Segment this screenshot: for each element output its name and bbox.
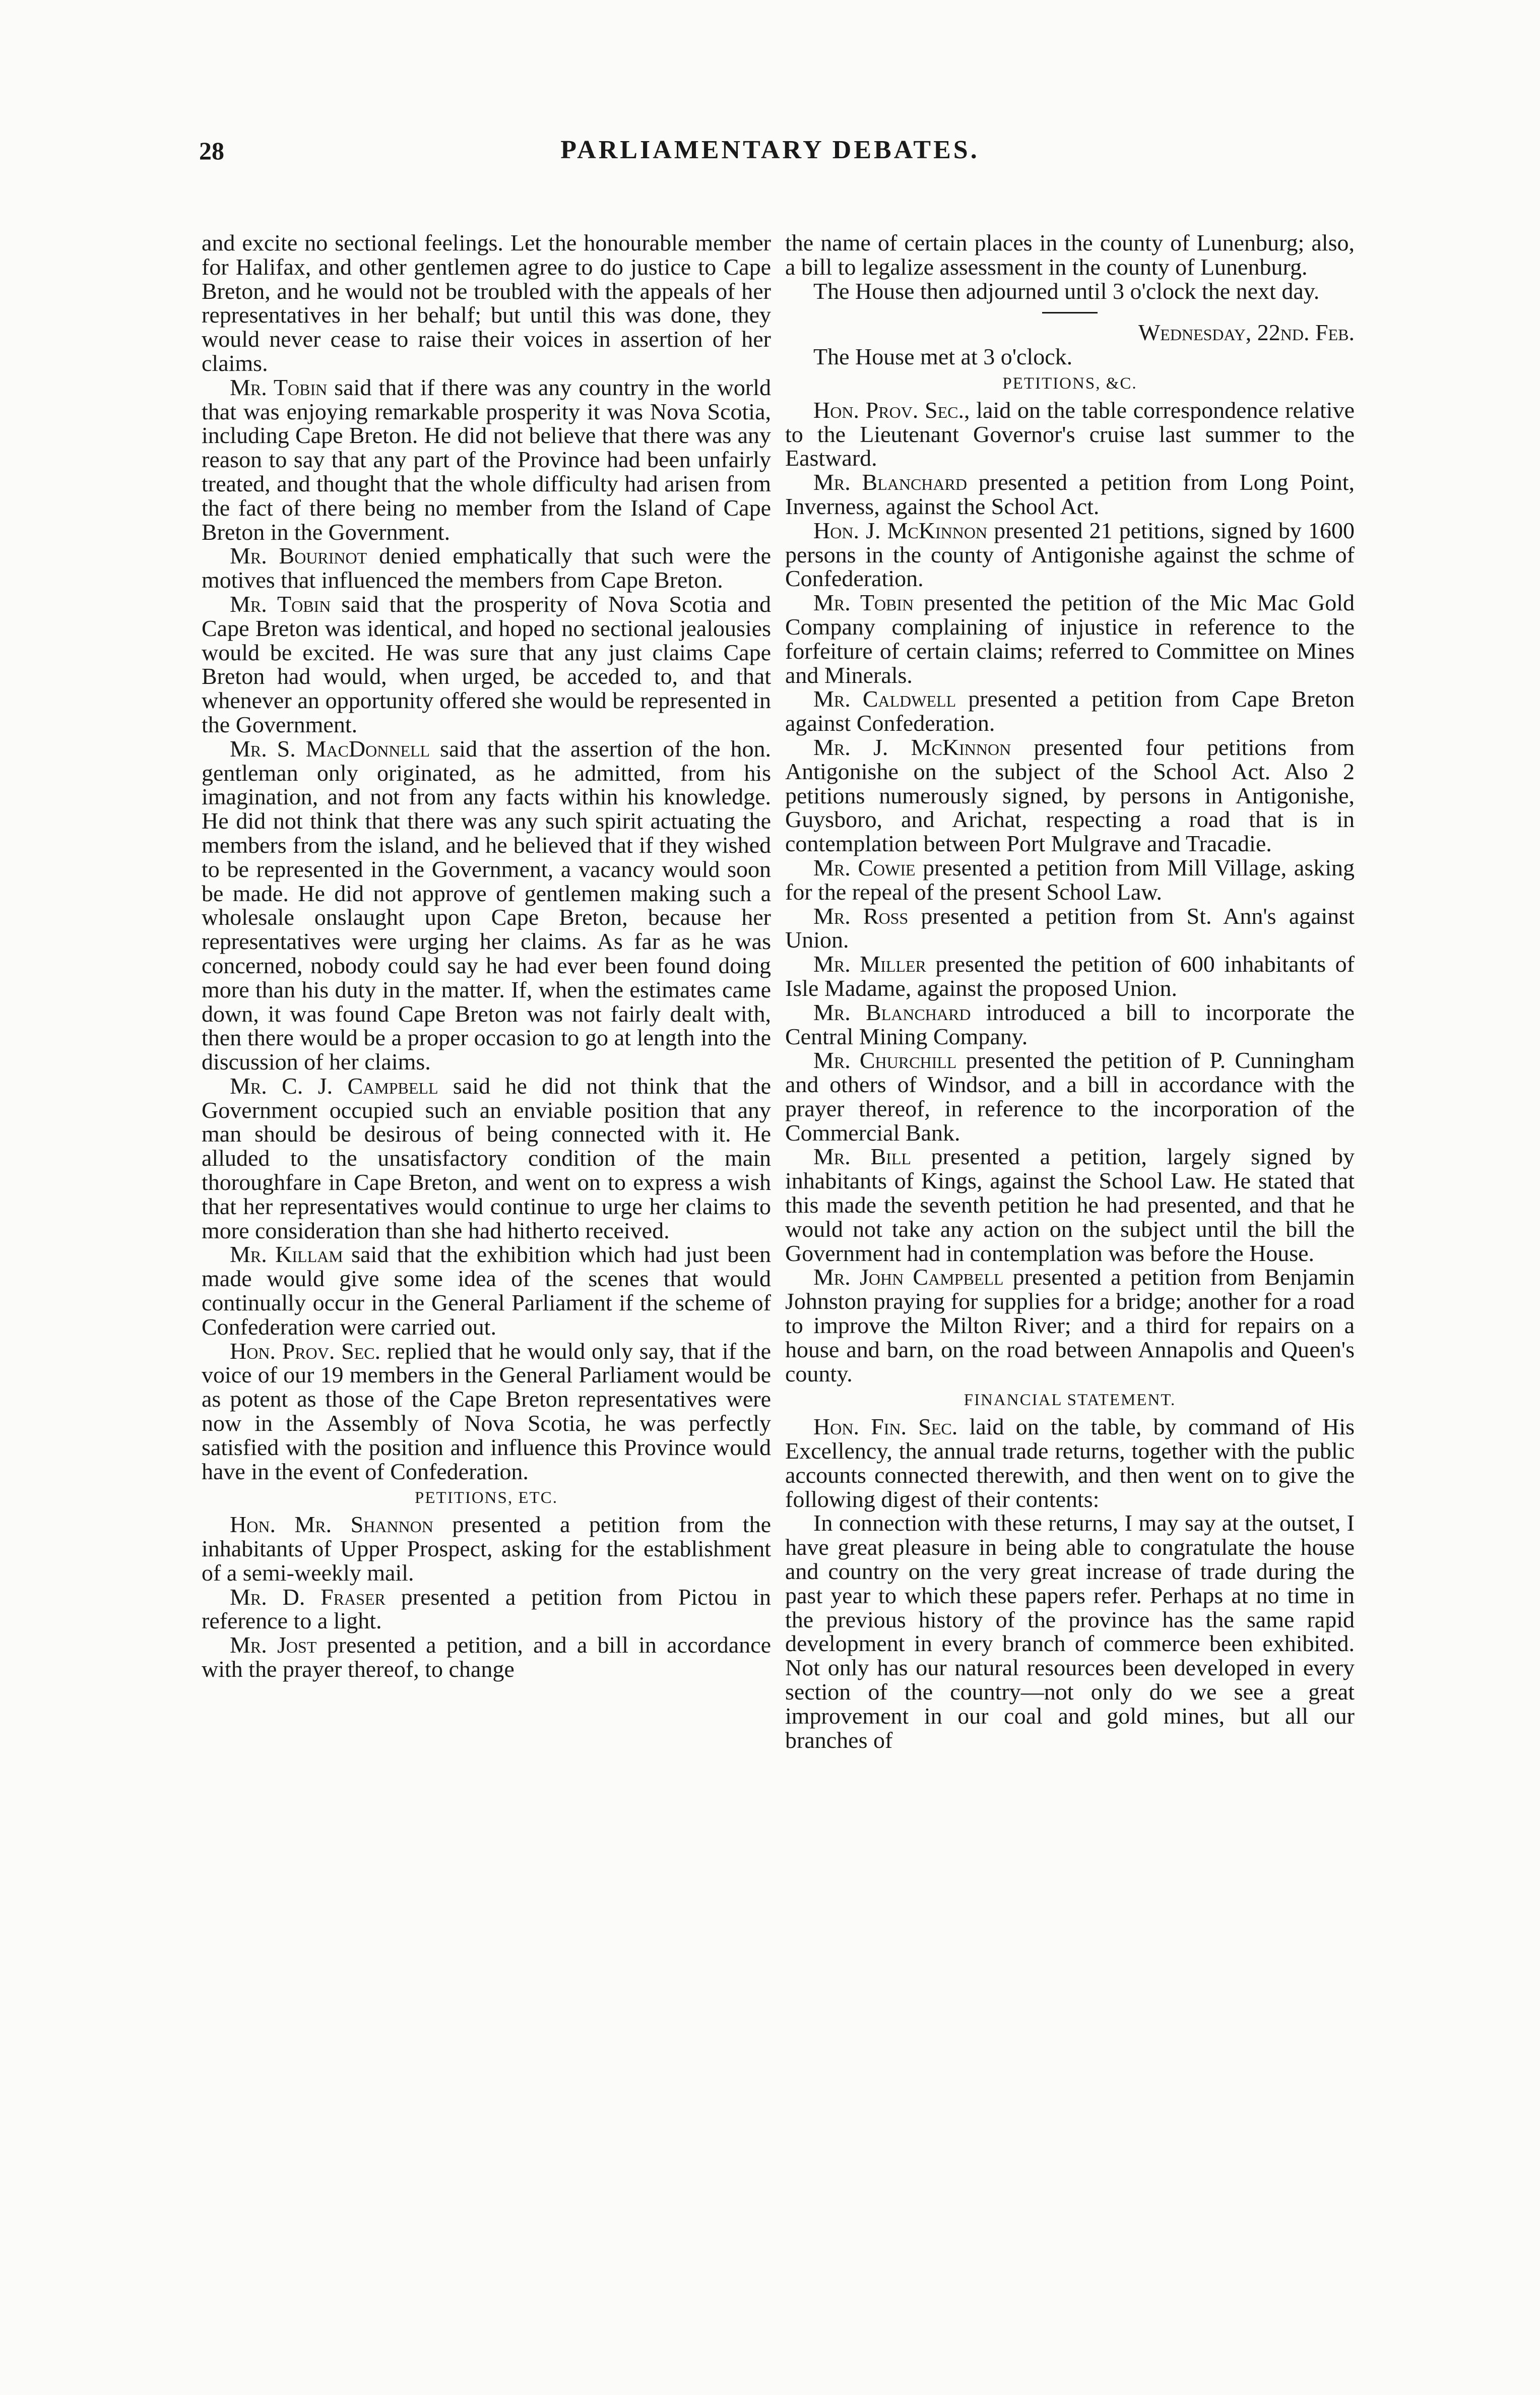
paragraph-text: presented a petition from Pictou in reference to a light. xyxy=(202,1584,771,1634)
paragraph xyxy=(202,592,771,737)
paragraph xyxy=(785,470,1355,519)
paragraph xyxy=(785,591,1355,687)
paragraph xyxy=(202,737,771,1074)
paragraph xyxy=(785,735,1355,856)
paragraph-text: presented 21 petitions, signed by 1600 persons in the county of Antigonishe against the schme of Confederation. xyxy=(785,517,1355,592)
section-heading: PETITIONS, &C. xyxy=(1002,374,1137,393)
speaker: Hon. Prov. Sec. xyxy=(230,1338,381,1364)
paragraph-text: presented a petition, and a bill in accordance with the prayer thereof, to change xyxy=(202,1632,771,1682)
paragraph xyxy=(202,1339,771,1484)
paragraph-text: and excite no sectional feelings. Let the honourable member for Halifax, and other gentlemen agree to do justice to Cape Breton, and he would not be troubled with the appeals of her representatives in her behalf; but until this was done, they would never cease to raise their voices in assertion of her claims. xyxy=(202,230,771,376)
paragraph xyxy=(785,398,1355,470)
speaker: Hon. Prov. Sec. xyxy=(813,397,965,423)
paragraph-text: presented four petitions from Antigonishe on the subject of the School Act. Also 2 petitions numerously signed, by persons in Antigonishe, Guysboro, and Arichat, respecting a road that is in contemplation between Port Mulgrave and Tracadie. xyxy=(785,734,1355,857)
paragraph xyxy=(202,231,771,375)
paragraph xyxy=(785,519,1355,591)
speaker: Mr. Cowie xyxy=(813,854,916,880)
paragraph-text: laid on the table, by command of His Excellency, the annual trade returns, together with the public accounts connected therewith, and then went on to give the following digest of their contents: xyxy=(785,1414,1355,1512)
paragraph xyxy=(202,1074,771,1243)
speaker: Mr. Blanchard xyxy=(813,469,967,495)
speaker: Mr. Blanchard xyxy=(813,999,971,1025)
left-column xyxy=(202,231,771,1681)
speaker: Mr. D. Fraser xyxy=(230,1584,386,1610)
paragraph-text: presented a petition, largely signed by inhabitants of Kings, against the School Law. He stated that this made the seventh petition he had presented, and that he would not take any action on the subject until the bill the Government had in contemplation was before the House. xyxy=(785,1144,1355,1266)
paragraph-text: the name of certain places in the county of Lunenburg; also, a bill to legalize assessment in the county of Lunenburg. xyxy=(785,230,1355,280)
speaker: Mr. Churchill xyxy=(813,1047,957,1074)
speaker: Mr. Tobin xyxy=(230,374,328,400)
paragraph-text: The House met at 3 o'clock. xyxy=(813,344,1073,370)
speaker: Mr. S. MacDonnell xyxy=(230,735,430,762)
speaker: Mr. Tobin xyxy=(813,590,914,616)
speaker: Mr. Jost xyxy=(230,1632,317,1658)
paragraph-text: said that if there was any country in the world that was enjoying remarkable prosperity it was Nova Scotia, including Cape Breton. He did not believe that there was any reason to say that any part of the Province had been unfairly treated, and thought that the whole difficulty had arisen from the fact of there being no member from the Island of Cape Breton in the Government. xyxy=(202,374,772,545)
paragraph xyxy=(785,687,1355,735)
paragraph-text: introduced a bill to incorporate the Central Mining Company. xyxy=(785,999,1355,1049)
speaker: Mr. C. J. Campbell xyxy=(230,1073,438,1099)
paragraph xyxy=(785,1048,1355,1145)
speaker: Mr. Tobin xyxy=(230,591,331,617)
paragraph-text: presented a petition from Benjamin Johnston praying for supplies for a bridge; another for a road to improve the Milton River; and a third for repairs on a house and barn, on the road between Annapolis and Queen's county. xyxy=(785,1264,1355,1386)
paragraph xyxy=(785,952,1355,1000)
speaker: Mr. Miller xyxy=(813,951,926,977)
paragraph-text: denied emphatically that such were the motives that influenced the members from Cape Breton. xyxy=(202,543,771,593)
paragraph xyxy=(785,1265,1355,1385)
speaker: Mr. Ross xyxy=(813,903,909,929)
paragraph xyxy=(785,279,1355,303)
paragraph xyxy=(785,1511,1355,1752)
paragraph-text: The House then adjourned until 3 o'clock the next day. xyxy=(813,278,1320,304)
paragraph xyxy=(785,1145,1355,1265)
paragraph-text: replied that he would only say, that if the voice of our 19 members in the General Parliament would be as potent as those of the Cape Breton representatives were now in the Assembly of Nova Scotia, he was perfectly satisfied with the position and influence this Province would have in the event of Confederation. xyxy=(202,1338,771,1484)
paragraph-text: , laid on the table correspondence relative to the Lieutenant Governor's cruise last summer to the Eastward. xyxy=(785,397,1355,471)
paragraph xyxy=(785,231,1355,279)
section-heading: PETITIONS, ETC. xyxy=(415,1489,558,1507)
paragraph-text: In connection with these returns, I may say at the outset, I have great pleasure in being able to congratulate the house and country on the very great increase of trade during the past year to which these papers refer. Perhaps at no time in the previous history of the province has the same rapid development in every branch of commerce been exhibited. Not only has our natural resources been developed in every section of the country—not only do we see a great improvement in our coal and gold mines, but all our branches of xyxy=(785,1510,1355,1753)
session-date: Wednesday, 22nd. Feb. xyxy=(1138,320,1355,346)
paragraph-text: presented the petition of P. Cunningham and others of Windsor, and a bill in accordance with the prayer thereof, in reference to the incorporation of the Commercial Bank. xyxy=(785,1047,1355,1146)
paragraph xyxy=(785,856,1355,904)
page-number: 28 xyxy=(199,137,224,165)
speaker: Mr. Killam xyxy=(230,1241,343,1268)
paragraph xyxy=(202,1242,771,1339)
speaker: Mr. J. McKinnon xyxy=(813,734,1011,760)
paragraph-text: presented a petition from Long Point, Inverness, against the School Act. xyxy=(785,469,1355,519)
paragraph-text: presented the petition of 600 inhabitants of Isle Madame, against the proposed Union. xyxy=(785,951,1355,1001)
speaker: Hon. Mr. Shannon xyxy=(230,1511,433,1538)
speaker: Hon. J. McKinnon xyxy=(813,517,988,543)
paragraph xyxy=(785,1000,1355,1049)
paragraph xyxy=(202,1585,771,1633)
paragraph xyxy=(202,1512,771,1585)
running-head: PARLIAMENTARY DEBATES. xyxy=(560,136,980,164)
paragraph xyxy=(785,904,1355,953)
paragraph-text: presented the petition of the Mic Mac Gold Company complaining of injustice in reference to the forfeiture of certain claims; referred to Committee on Mines and Minerals. xyxy=(785,590,1355,688)
paragraph xyxy=(785,345,1355,369)
speaker: Mr. Caldwell xyxy=(813,686,956,712)
paragraph xyxy=(785,1415,1355,1511)
paragraph-text: said he did not think that the Government occupied such an enviable position that any man should be desirous of being connected with it. He alluded to the unsatisfactory condition of the main thoroughfare in Cape Breton, and went on to express a wish that her representatives would continue to urge her claims to more consideration than she had hitherto received. xyxy=(202,1073,772,1243)
paragraph-text: said that the exhibition which had just been made would give some idea of the scenes that would continually occur in the General Parliament if the scheme of Confederation were carried out. xyxy=(202,1241,771,1340)
paragraph-text: said that the prosperity of Nova Scotia and Cape Breton was identical, and hoped no sectional jealousies would be excited. He was sure that any just claims Cape Breton had would, when urged, be acceded to, and that whenever an opportunity offered she would be represented in the Government. xyxy=(202,591,772,737)
paragraph xyxy=(202,544,771,592)
paragraph-text: said that the assertion of the hon. gentleman only originated, as he admitted, from his imagination, and not from any facts within his knowledge. He did not think that there was any such spirit actuating the members from the island, and he believed that if they wished to be represented in the Government, a vacancy would soon be made. He did not approve of gentlemen making such a wholesale onslaught upon Cape Breton, because her representatives were urging her claims. As far as he was concerned, nobody could say he had ever been found doing more than his duty in the matter. If, when the estimates came down, it was found Cape Breton was not fairly dealt with, then there would be a proper occasion to go at length into the discussion of her claims. xyxy=(202,735,771,1075)
paragraph-text: presented a petition from St. Ann's against Union. xyxy=(785,903,1355,953)
paragraph xyxy=(202,1633,771,1681)
speaker: Hon. Fin. Sec. xyxy=(813,1414,958,1440)
speaker: Mr. Bill xyxy=(813,1144,911,1170)
section-heading: FINANCIAL STATEMENT. xyxy=(964,1391,1176,1410)
section-rule xyxy=(1042,312,1098,313)
speaker: Mr. Bourinot xyxy=(230,543,367,569)
paragraph-text: presented a petition from Mill Village, asking for the repeal of the present School Law. xyxy=(785,854,1355,905)
speaker: Mr. John Campbell xyxy=(813,1264,1004,1290)
paragraph-text: presented a petition from Cape Breton against Confederation. xyxy=(785,686,1355,736)
paragraph xyxy=(202,375,771,544)
right-column xyxy=(785,231,1355,1752)
paragraph-text: presented a petition from the inhabitants of Upper Prospect, asking for the establishment of a semi-weekly mail. xyxy=(202,1511,771,1586)
